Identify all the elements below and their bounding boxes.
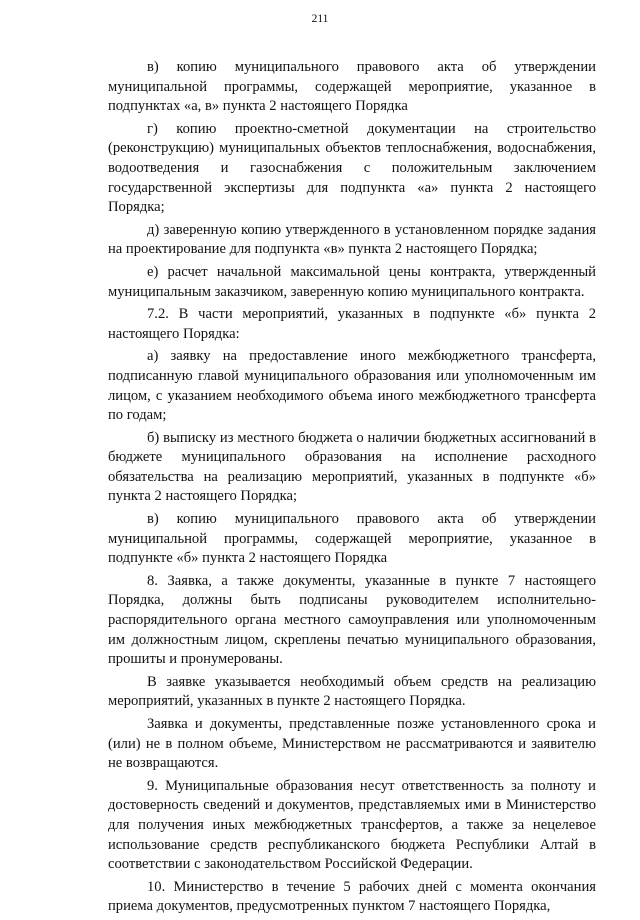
paragraph-item-a-application: а) заявку на предоставление иного межбюджетного трансферта, подписанную главой муниципального образования или уполномоченным им лицом, с указанием необходимого объема иного межбюджетного трансферта по годам; [108, 348, 596, 424]
paragraph-item-g-design-estimate: г) копию проектно-сметной документации на строительство (реконструкцию) муниципальных объектов теплоснабжения, водоснабжения, водоотведения и газоснабжения с положительным заключением государственной экспертизы для подпункта «а» пункта 2 настоящего Порядка; [108, 120, 596, 216]
document-body [108, 58, 596, 920]
paragraph-section-9: 9. Муниципальные образования несут ответственность за полноту и достоверность сведений и документов, представляемых ими в Министерство для получения иных межбюджетных трансфертов, а также за нецелевое использование средств республиканского бюджета Республики Алтай в соответствии с законодательством Российской Федерации. [108, 777, 596, 873]
paragraph-section-7-2: 7.2. В части мероприятий, указанных в подпункте «б» пункта 2 настоящего Порядка: [108, 306, 596, 342]
paragraph-item-v-program-copy: в) копию муниципального правового акта об утверждении муниципальной программы, содержащей мероприятие, указанное в подпункте «б» пункта 2 настоящего Порядка [108, 511, 596, 567]
paragraph-item-e-contract-price: е) расчет начальной максимальной цены контракта, утвержденный муниципальным заказчиком, заверенную копию муниципального контракта. [108, 263, 596, 300]
paragraph-item-v-copy-program: в) копию муниципального правового акта об утверждении муниципальной программы, содержащей мероприятие, указанное в подпунктах «а, в» пункта 2 настоящего Порядка [108, 59, 596, 115]
paragraph-funds-volume: В заявке указывается необходимый объем средств на реализацию мероприятий, указанных в пункте 2 настоящего Порядка. [108, 673, 596, 710]
paragraph-item-b-budget-extract: б) выписку из местного бюджета о наличии бюджетных ассигнований в бюджете муниципального образования на исполнение расходного обязательства на реализацию мероприятий, указанных в подпункте «б» пункта 2 настоящего Порядка; [108, 429, 596, 505]
paragraph-item-d-design-assignment: д) заверенную копию утвержденного в установленном порядке задания на проектирование для подпункта «в» пункта 2 настоящего Порядка; [108, 221, 596, 258]
paragraph-section-8: 8. Заявка, а также документы, указанные в пункте 7 настоящего Порядка, должны быть подписаны руководителем исполнительно-распорядительного органа местного самоуправления или уполномоченным им должностным лицом, скреплены печатью муниципального образования, прошиты и пронумерованы. [108, 572, 596, 668]
paragraph-section-10: 10. Министерство в течение 5 рабочих дней с момента окончания приема документов, предусмотренных пунктом 7 настоящего Порядка, [108, 878, 596, 915]
page-number: 211 [311, 13, 329, 25]
paragraph-late-documents: Заявка и документы, представленные позже установленного срока и (или) не в полном объеме, Министерством не рассматриваются и заявителю не возвращаются. [108, 716, 596, 772]
